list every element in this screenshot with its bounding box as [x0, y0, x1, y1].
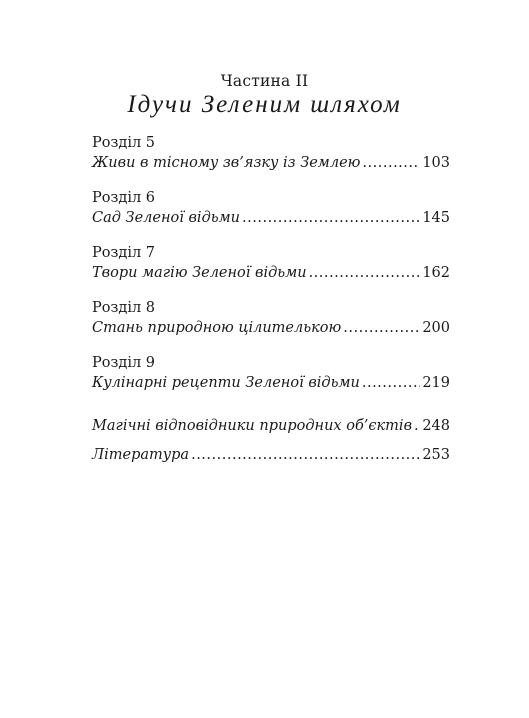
- dot-leader: [242, 208, 420, 229]
- entry-title: Магічні відповідники природних об’єктів: [92, 418, 413, 434]
- section-heading: Розділ 7: [92, 245, 156, 261]
- entry-page: 200: [422, 320, 450, 336]
- part-title: Частина ІІ: [220, 72, 309, 90]
- toc-entry[interactable]: [92, 373, 450, 394]
- section-heading: Розділ 6: [92, 190, 156, 206]
- entry-page: 248: [422, 418, 450, 434]
- toc-section-8: [92, 298, 450, 339]
- toc-entry-appendix[interactable]: [92, 416, 450, 437]
- entry-title: Живи в тісному зв’язку із Землею: [92, 155, 361, 171]
- dot-leader: [191, 445, 420, 466]
- toc-section-5: [92, 133, 450, 174]
- dot-leader: [414, 416, 420, 437]
- entry-title: Сад Зеленої відьми: [92, 210, 241, 226]
- entry-page: 103: [422, 155, 450, 171]
- entry-title: Кулінарні рецепти Зеленої відьми: [92, 375, 360, 391]
- toc-entry[interactable]: [92, 208, 450, 229]
- toc-section-6: [92, 188, 450, 229]
- toc-section-7: [92, 243, 450, 284]
- dot-leader: [362, 153, 420, 174]
- entry-title: Стань природною цілителькою: [92, 320, 342, 336]
- entry-page: 219: [422, 375, 450, 391]
- section-heading: Розділ 5: [92, 135, 156, 151]
- toc-entry[interactable]: [92, 263, 450, 284]
- section-heading: Розділ 8: [92, 300, 156, 316]
- dot-leader: [309, 263, 421, 284]
- dot-leader: [362, 373, 420, 394]
- toc-section-9: [92, 353, 450, 394]
- part-subtitle: Ідучи Зеленим шляхом: [127, 91, 402, 118]
- dot-leader: [343, 318, 420, 339]
- entry-page: 162: [422, 265, 450, 281]
- entry-page: 253: [422, 447, 450, 463]
- section-heading: Розділ 9: [92, 355, 156, 371]
- entry-title: Література: [92, 447, 190, 463]
- toc-entry[interactable]: [92, 153, 450, 174]
- toc-entry-literature[interactable]: [92, 445, 450, 466]
- entry-page: 145: [422, 210, 450, 226]
- toc-entry[interactable]: [92, 318, 450, 339]
- entry-title: Твори магію Зеленої відьми: [92, 265, 307, 281]
- table-of-contents: [92, 133, 450, 466]
